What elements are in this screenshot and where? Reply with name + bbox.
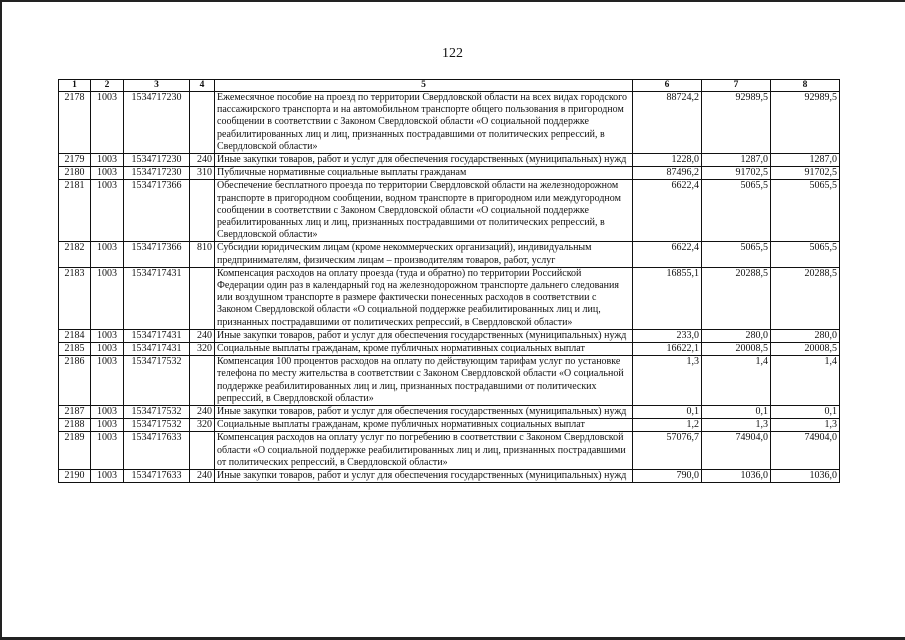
amount-col6-cell: 1,2	[633, 419, 702, 432]
target-code-cell: 1534717532	[124, 356, 190, 406]
description-cell: Субсидии юридическим лицам (кроме некоммерческих организаций), индивидуальным предпринимателям, физическим лицам – производителям товаров, работ, услуг	[215, 242, 633, 267]
amount-col6-cell: 57076,7	[633, 432, 702, 470]
header-cell: 1	[59, 80, 91, 92]
table-body	[59, 92, 840, 483]
amount-col8-cell: 1,4	[771, 356, 840, 406]
header-cell: 6	[633, 80, 702, 92]
target-code-cell: 1534717633	[124, 432, 190, 470]
expense-type-cell: 310	[190, 167, 215, 180]
description-cell: Социальные выплаты гражданам, кроме публичных нормативных социальных выплат	[215, 419, 633, 432]
description-cell: Иные закупки товаров, работ и услуг для обеспечения государственных (муниципальных) нужд	[215, 154, 633, 167]
amount-col7-cell: 20008,5	[702, 343, 771, 356]
amount-col6-cell: 16622,1	[633, 343, 702, 356]
target-code-cell: 1534717230	[124, 167, 190, 180]
amount-col7-cell: 92989,5	[702, 92, 771, 154]
amount-col7-cell: 91702,5	[702, 167, 771, 180]
amount-col8-cell: 74904,0	[771, 432, 840, 470]
row-number-cell: 2189	[59, 432, 91, 470]
expense-type-cell: 810	[190, 242, 215, 267]
section-cell: 1003	[91, 432, 124, 470]
table-row	[59, 242, 840, 267]
description-cell: Обеспечение бесплатного проезда по территории Свердловской области на железнодорожном транспорте в пригородном сообщении, водном транспорте в пригородном или междугородном сообщении в соответствии с Законом Свердловской области «О социальной поддержке реабилитированных лиц и лиц, признанных пострадавшими от политических репрессий, в Свердловской области»	[215, 180, 633, 242]
header-cell: 7	[702, 80, 771, 92]
amount-col7-cell: 20288,5	[702, 267, 771, 329]
section-cell: 1003	[91, 92, 124, 154]
amount-col7-cell: 1,3	[702, 419, 771, 432]
table-row	[59, 154, 840, 167]
target-code-cell: 1534717431	[124, 329, 190, 342]
target-code-cell: 1534717431	[124, 267, 190, 329]
table-row	[59, 432, 840, 470]
target-code-cell: 1534717366	[124, 242, 190, 267]
section-cell: 1003	[91, 419, 124, 432]
scan-border-top	[0, 0, 905, 2]
description-cell: Иные закупки товаров, работ и услуг для обеспечения государственных (муниципальных) нужд	[215, 470, 633, 483]
expense-type-cell	[190, 267, 215, 329]
amount-col8-cell: 1287,0	[771, 154, 840, 167]
row-number-cell: 2181	[59, 180, 91, 242]
section-cell: 1003	[91, 470, 124, 483]
table-row	[59, 92, 840, 154]
amount-col7-cell: 280,0	[702, 329, 771, 342]
amount-col6-cell: 6622,4	[633, 242, 702, 267]
target-code-cell: 1534717431	[124, 343, 190, 356]
amount-col7-cell: 1287,0	[702, 154, 771, 167]
table-row	[59, 167, 840, 180]
table-row	[59, 329, 840, 342]
amount-col8-cell: 5065,5	[771, 242, 840, 267]
description-cell: Компенсация 100 процентов расходов на оплату по действующим тарифам услуг по установке телефона по месту жительства в соответствии с Законом Свердловской области «О социальной поддержке реабилитированных лиц и лиц, признанных пострадавшими от политических репрессий, в Свердловской области»	[215, 356, 633, 406]
expense-type-cell	[190, 180, 215, 242]
amount-col7-cell: 5065,5	[702, 180, 771, 242]
description-cell: Иные закупки товаров, работ и услуг для обеспечения государственных (муниципальных) нужд	[215, 329, 633, 342]
amount-col6-cell: 0,1	[633, 406, 702, 419]
description-cell: Социальные выплаты гражданам, кроме публичных нормативных социальных выплат	[215, 343, 633, 356]
row-number-cell: 2180	[59, 167, 91, 180]
amount-col7-cell: 1036,0	[702, 470, 771, 483]
table-row	[59, 406, 840, 419]
amount-col7-cell: 1,4	[702, 356, 771, 406]
row-number-cell: 2178	[59, 92, 91, 154]
amount-col6-cell: 1,3	[633, 356, 702, 406]
amount-col8-cell: 20008,5	[771, 343, 840, 356]
table-row	[59, 343, 840, 356]
description-cell: Публичные нормативные социальные выплаты гражданам	[215, 167, 633, 180]
description-cell: Компенсация расходов на оплату проезда (туда и обратно) по территории Российской Федерации один раз в календарный год на железнодорожном транспорте дальнего следования или воздушном транспорте в размере фактически понесенных расходов в соответствии с Законом Свердловской области «О социальной поддержке реабилитированных лиц и лиц, признанных пострадавшими от политических репрессий, в Свердловской области»	[215, 267, 633, 329]
amount-col8-cell: 20288,5	[771, 267, 840, 329]
amount-col6-cell: 790,0	[633, 470, 702, 483]
amount-col8-cell: 5065,5	[771, 180, 840, 242]
description-cell: Компенсация расходов на оплату услуг по погребению в соответствии с Законом Свердловской области «О социальной поддержке реабилитированных лиц и лиц, признанных пострадавшими от политических репрессий, в Свердловской области»	[215, 432, 633, 470]
target-code-cell: 1534717532	[124, 406, 190, 419]
section-cell: 1003	[91, 167, 124, 180]
amount-col8-cell: 91702,5	[771, 167, 840, 180]
section-cell: 1003	[91, 154, 124, 167]
amount-col8-cell: 1,3	[771, 419, 840, 432]
description-cell: Ежемесячное пособие на проезд по территории Свердловской области на всех видах городского пассажирского транспорта и на автомобильном транспорте общего пользования в пригородном сообщении в соответствии с Законом Свердловской области «О социальной поддержке реабилитированных лиц и лиц, признанных пострадавшими от политических репрессий, в Свердловской области»	[215, 92, 633, 154]
scan-border-left	[0, 0, 2, 640]
header-cell: 4	[190, 80, 215, 92]
amount-col6-cell: 16855,1	[633, 267, 702, 329]
page-number: 122	[442, 46, 463, 61]
target-code-cell: 1534717230	[124, 92, 190, 154]
expense-type-cell	[190, 432, 215, 470]
row-number-cell: 2184	[59, 329, 91, 342]
amount-col6-cell: 87496,2	[633, 167, 702, 180]
description-cell: Иные закупки товаров, работ и услуг для обеспечения государственных (муниципальных) нужд	[215, 406, 633, 419]
amount-col8-cell: 92989,5	[771, 92, 840, 154]
table-row	[59, 180, 840, 242]
section-cell: 1003	[91, 356, 124, 406]
section-cell: 1003	[91, 343, 124, 356]
header-cell: 5	[215, 80, 633, 92]
target-code-cell: 1534717230	[124, 154, 190, 167]
row-number-cell: 2186	[59, 356, 91, 406]
expense-type-cell	[190, 356, 215, 406]
expense-type-cell: 240	[190, 154, 215, 167]
expense-type-cell: 240	[190, 470, 215, 483]
row-number-cell: 2185	[59, 343, 91, 356]
expense-type-cell	[190, 92, 215, 154]
budget-table	[58, 79, 840, 483]
target-code-cell: 1534717366	[124, 180, 190, 242]
section-cell: 1003	[91, 406, 124, 419]
table-row	[59, 419, 840, 432]
amount-col6-cell: 1228,0	[633, 154, 702, 167]
amount-col6-cell: 233,0	[633, 329, 702, 342]
header-cell: 3	[124, 80, 190, 92]
amount-col8-cell: 1036,0	[771, 470, 840, 483]
expense-type-cell: 240	[190, 329, 215, 342]
amount-col8-cell: 0,1	[771, 406, 840, 419]
header-cell: 2	[91, 80, 124, 92]
section-cell: 1003	[91, 180, 124, 242]
header-row	[59, 80, 840, 92]
header-cell: 8	[771, 80, 840, 92]
amount-col8-cell: 280,0	[771, 329, 840, 342]
row-number-cell: 2190	[59, 470, 91, 483]
target-code-cell: 1534717532	[124, 419, 190, 432]
amount-col7-cell: 0,1	[702, 406, 771, 419]
row-number-cell: 2188	[59, 419, 91, 432]
section-cell: 1003	[91, 329, 124, 342]
expense-type-cell: 320	[190, 419, 215, 432]
table-row	[59, 470, 840, 483]
expense-type-cell: 320	[190, 343, 215, 356]
table-row	[59, 267, 840, 329]
target-code-cell: 1534717633	[124, 470, 190, 483]
table-row	[59, 356, 840, 406]
row-number-cell: 2183	[59, 267, 91, 329]
amount-col7-cell: 74904,0	[702, 432, 771, 470]
amount-col7-cell: 5065,5	[702, 242, 771, 267]
amount-col6-cell: 88724,2	[633, 92, 702, 154]
expense-type-cell: 240	[190, 406, 215, 419]
row-number-cell: 2182	[59, 242, 91, 267]
section-cell: 1003	[91, 242, 124, 267]
row-number-cell: 2187	[59, 406, 91, 419]
row-number-cell: 2179	[59, 154, 91, 167]
amount-col6-cell: 6622,4	[633, 180, 702, 242]
section-cell: 1003	[91, 267, 124, 329]
